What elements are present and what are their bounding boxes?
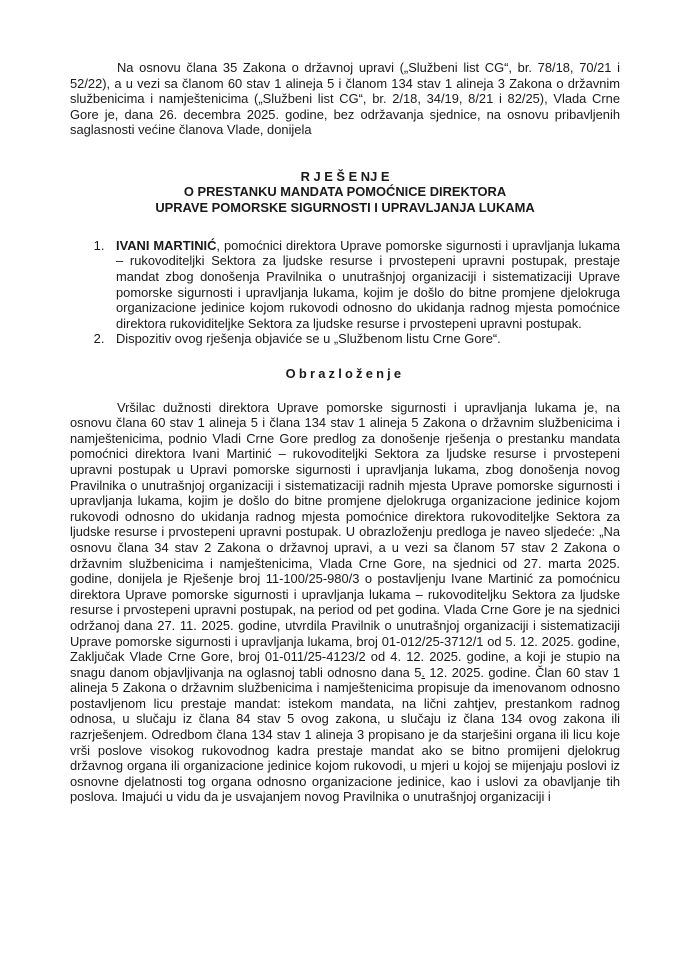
- decision-subtitle-line-2: UPRAVE POMORSKE SIGURNOSTI I UPRAVLJANJA LUKAMA: [155, 199, 535, 215]
- reasoning-heading: Obrazloženje: [285, 366, 405, 382]
- reasoning-text-part-1: Vršilac dužnosti direktora Uprave pomorske sigurnosti i upravljanja lukama je, na osnovu člana 60 stav 1 alineja 5 i člana 134 stav 1 alineja 5 Zakona o državnim službenicima i namještenicima, podnio Vladi Crne Gore predlog za donošenje rješenja o prestanku mandata pomoćnici direktora Ivani Martinić – rukovoditeljki Sektora za ljudske resurse i prvostepeni upravni postupak u Upravi pomorske sigurnosti i upravljanja lukama, zbog donošenja novog Pravilnika o unutrašnjoj organizaciji i sistematizaciji radnih mjesta Uprave pomorske sigurnosti i upravljanja lukama, kojim je došlo do bitne promjene djelokruga organizacione jedinice kojom rukovodi odnosno do ukidanja radnog mjesta pomoćnice direktora rukovoditeljke Sektora za ljudske resurse i prvostepeni upravni postupak. U obrazloženju predloga je naveo sljedeće: „Na osnovu člana 34 stav 2 Zakona o državnoj upravi, a u vezi sa članom 57 stav 2 Zakona o državnim službenicima i namještenicima, Vlada Crne Gore, na sjednici od 27. marta 2025. godine, donijela je Rješenje broj 11-100/25-980/3 o postavljenju Ivane Martinić za pomoćnicu direktora Uprave pomorske sigurnosti i upravljanja lukama – rukovoditeljku Sektora za ljudske resurse i prvostepeni upravni postupak, na period od pet godina. Vlada Crne Gore je na sjednici održanoj dana 27. 11. 2025. godine, utvrdila Pravilnik o unutrašnjoj organizaciji i sistematizaciji Uprave pomorske sigurnosti i upravljanja lukama, broj 01-012/25-3712/1 od 5. 12. 2025. godine, Zaključak Vlade Crne Gore, broj 01-011/25-4123/2 od 4. 12. 2025. godine, a koji je stupio na snagu danom objavljivanja na oglasnoj tabli odnosno dana 5: [70, 399, 620, 680]
- person-name: IVANI MARTINIĆ: [116, 237, 217, 253]
- reasoning-paragraph: [70, 400, 620, 805]
- decision-subtitle-line-1: O PRESTANKU MANDATA POMOĆNICE DIREKTORA: [183, 184, 507, 200]
- dispositive-item-2-text: Dispozitiv ovog rješenja objaviće se u „Službenom listu Crne Gore“.: [116, 331, 501, 347]
- dispositive-item-1: [108, 238, 620, 332]
- reasoning-underlined-mark: .: [421, 664, 425, 680]
- decision-title-block: [70, 169, 620, 215]
- dispositive-item-2: [108, 331, 620, 347]
- decision-heading: R J E Š E NJ E: [300, 168, 390, 184]
- reasoning-text-part-2: 12. 2025. godine. Član 60 stav 1 alineja 5 Zakona o državnim službenicima i namještenicima propisuje da imenovanom odnosno postavljenom licu prestaje mandat: istekom mandata, na lični zahtjev, prestankom radnog odnosa, u slučaju iz člana 84 stav 5 ovog zakona, u slučaju iz člana 134 ovog zakona ili razrješenjem. Odredbom člana 134 stav 1 alineja 3 propisano je da starješini organa ili licu koje vrši poslove visokog rukovodnog kadra prestaje mandat ako se bitno promijeni djelokrug državnog organa ili organizacione jedinice kojom rukovodi, u mjeri u kojoj se mijenjaju poslovi iz osnovne djelatnosti tog organa odnosno organizacione jedinice, kao i uslovi za obavljanje tih poslova. Imajući u vidu da je usvajanjem novog Pravilnika o unutrašnjoj organizaciji i: [70, 664, 620, 805]
- dispositive-item-1-text: , pomoćnici direktora Uprave pomorske sigurnosti i upravljanja lukama – rukovoditeljki Sektora za ljudske resurse i prvostepeni upravni postupak, prestaje mandat zbog donošenja Pravilnika o unutrašnjoj organizaciji i sistematizaciji Uprave pomorske sigurnosti i upravljanja lukama, kojim je došlo do bitne promjene djelokruga organizacione jedinice kojom rukovodi odnosno do ukidanja radnog mjesta pomoćnice direktora rukoviditeljke Sektora za ljudske resurse i prvostepeni upravni postupak.: [116, 237, 620, 331]
- preamble-paragraph: Na osnovu člana 35 Zakona o državnoj upravi („Službeni list CG“, br. 78/18, 70/21 i 52/22), a u vezi sa članom 60 stav 1 alineja 5 i članom 134 stav 1 alineja 3 Zakona o državnim službenicima i namještenicima („Službeni list CG“, br. 2/18, 34/19, 8/21 i 82/25), Vlada Crne Gore je, dana 26. decembra 2025. godine, bez održavanja sjednice, na osnovu pribavljenih saglasnosti većine članova Vlade, donijela: [70, 60, 620, 138]
- dispositive-list: [70, 238, 620, 347]
